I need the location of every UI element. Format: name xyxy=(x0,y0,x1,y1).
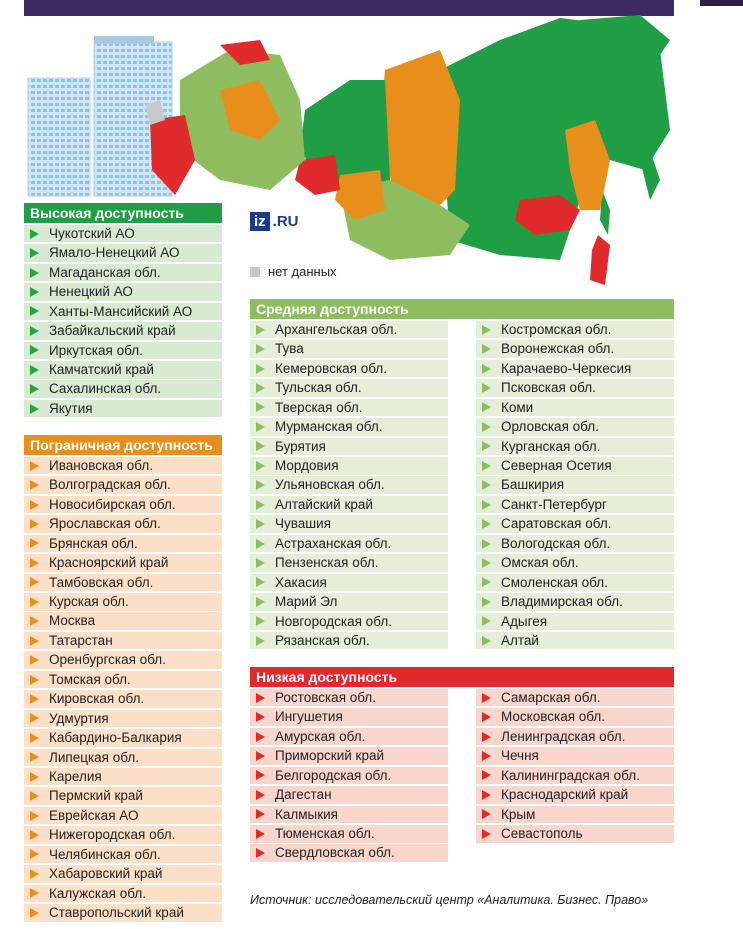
map-region-primorye xyxy=(590,235,610,285)
source-note: Источник: исследовательский центр «Аналитика. Бизнес. Право» xyxy=(250,893,649,907)
region-name: Нижегородская обл. xyxy=(49,827,176,843)
region-name: Томская обл. xyxy=(49,671,131,687)
bullet-arrow-icon xyxy=(30,713,39,723)
bullet-arrow-icon xyxy=(256,344,265,354)
border-availability-title: Пограничная доступность xyxy=(24,435,222,455)
region-name: Калмыкия xyxy=(275,806,338,822)
bullet-arrow-icon xyxy=(30,694,39,704)
region-name: Новгородская обл. xyxy=(275,613,392,629)
top-edge-bar xyxy=(700,0,743,6)
medium-availability-title: Средняя доступность xyxy=(250,299,674,319)
region-list-item xyxy=(24,710,222,728)
region-list-item xyxy=(250,399,448,417)
bullet-arrow-icon xyxy=(482,616,491,626)
region-list-item xyxy=(24,225,222,243)
bullet-arrow-icon xyxy=(482,558,491,568)
bullet-arrow-icon xyxy=(30,384,39,394)
region-list-item xyxy=(24,768,222,786)
region-list-item xyxy=(476,418,674,436)
region-list-item xyxy=(476,613,674,631)
bullet-arrow-icon xyxy=(256,577,265,587)
medium-availability-list-2 xyxy=(476,319,674,649)
region-name: Архангельская обл. xyxy=(275,321,398,337)
region-list-item xyxy=(250,844,448,862)
bullet-arrow-icon xyxy=(30,558,39,568)
region-name: Красноярский край xyxy=(49,555,169,571)
region-list-item xyxy=(250,418,448,436)
region-list-item xyxy=(24,380,222,398)
bullet-arrow-icon xyxy=(30,404,39,414)
region-list-item xyxy=(24,361,222,379)
region-list-item xyxy=(250,613,448,631)
region-name: Алтайский край xyxy=(275,496,373,512)
nodata-swatch xyxy=(250,267,260,277)
medium-availability-panel xyxy=(250,299,674,649)
bullet-arrow-icon xyxy=(482,480,491,490)
bullet-arrow-icon xyxy=(30,248,39,258)
bullet-arrow-icon xyxy=(30,752,39,762)
region-list-item xyxy=(24,807,222,825)
region-name: Бурятия xyxy=(275,438,326,454)
high-availability-list xyxy=(24,225,222,417)
region-list-item xyxy=(250,515,448,533)
region-name: Владимирская обл. xyxy=(501,594,623,610)
bullet-arrow-icon xyxy=(30,519,39,529)
region-list-item xyxy=(24,264,222,282)
region-name: Ростовская обл. xyxy=(275,689,377,705)
bullet-arrow-icon xyxy=(482,809,491,819)
bullet-arrow-icon xyxy=(482,732,491,742)
region-name: Ульяновская обл. xyxy=(275,477,385,493)
bullet-arrow-icon xyxy=(482,636,491,646)
map-region-tomsk xyxy=(335,170,385,220)
region-name: Санкт-Петербург xyxy=(501,496,607,512)
bullet-arrow-icon xyxy=(482,325,491,335)
bullet-arrow-icon xyxy=(256,461,265,471)
region-name: Ленинградская обл. xyxy=(501,728,626,744)
region-name: Кемеровская обл. xyxy=(275,360,387,376)
region-name: Приморский край xyxy=(275,748,385,764)
region-list-item xyxy=(476,496,674,514)
region-name: Чечня xyxy=(501,748,539,764)
bullet-arrow-icon xyxy=(30,733,39,743)
region-list-item xyxy=(24,457,222,475)
region-list-item xyxy=(476,399,674,417)
region-name: Рязанская обл. xyxy=(275,632,370,648)
region-list-item xyxy=(24,632,222,650)
bullet-arrow-icon xyxy=(256,539,265,549)
region-list-item xyxy=(250,496,448,514)
region-list-item xyxy=(476,767,674,785)
region-list-item xyxy=(476,554,674,572)
bullet-arrow-icon xyxy=(482,751,491,761)
region-name: Ханты-Мансийский АО xyxy=(49,303,193,319)
region-name: Удмуртия xyxy=(49,710,109,726)
bullet-arrow-icon xyxy=(256,848,265,858)
region-list-item xyxy=(24,885,222,903)
region-list-item xyxy=(24,322,222,340)
bullet-arrow-icon xyxy=(256,712,265,722)
region-name: Сахалинская обл. xyxy=(49,381,162,397)
region-name: Башкирия xyxy=(501,477,565,493)
bullet-arrow-icon xyxy=(482,461,491,471)
bullet-arrow-icon xyxy=(30,616,39,626)
region-name: Якутия xyxy=(49,400,93,416)
region-name: Воронежская обл. xyxy=(501,341,615,357)
region-list-item xyxy=(24,476,222,494)
region-list-item xyxy=(24,244,222,262)
bullet-arrow-icon xyxy=(256,422,265,432)
brand-logo xyxy=(250,212,299,231)
region-list-item xyxy=(250,747,448,765)
region-list-item xyxy=(250,457,448,475)
bullet-arrow-icon xyxy=(256,636,265,646)
bullet-arrow-icon xyxy=(30,597,39,607)
region-list-item xyxy=(24,846,222,864)
region-list-item xyxy=(24,612,222,630)
region-name: Карачаево-Черкесия xyxy=(501,360,632,376)
region-name: Амурская обл. xyxy=(275,728,366,744)
bullet-arrow-icon xyxy=(482,383,491,393)
bullet-arrow-icon xyxy=(30,500,39,510)
region-name: Брянская обл. xyxy=(49,535,138,551)
nodata-label: нет данных xyxy=(268,264,337,279)
bullet-arrow-icon xyxy=(256,693,265,703)
region-list-item xyxy=(250,360,448,378)
bullet-arrow-icon xyxy=(30,365,39,375)
bullet-arrow-icon xyxy=(482,402,491,412)
region-list-item xyxy=(476,535,674,553)
region-list-item xyxy=(24,787,222,805)
region-name: Липецкая обл. xyxy=(49,749,139,765)
bullet-arrow-icon xyxy=(482,422,491,432)
bullet-arrow-icon xyxy=(256,616,265,626)
region-name: Тульская обл. xyxy=(275,380,362,396)
bullet-arrow-icon xyxy=(30,345,39,355)
border-availability-list xyxy=(24,457,222,922)
region-list-item xyxy=(476,806,674,824)
region-name: Волгоградская обл. xyxy=(49,477,171,493)
region-name: Крым xyxy=(501,806,536,822)
region-list-item xyxy=(24,749,222,767)
bullet-arrow-icon xyxy=(256,597,265,607)
region-list-item xyxy=(476,360,674,378)
bullet-arrow-icon xyxy=(482,770,491,780)
region-list-item xyxy=(24,826,222,844)
bullet-arrow-icon xyxy=(482,344,491,354)
region-name: Псковская обл. xyxy=(501,380,596,396)
region-name: Астраханская обл. xyxy=(275,535,392,551)
region-name: Ярославская обл. xyxy=(49,516,161,532)
region-list-item xyxy=(24,593,222,611)
region-list-item xyxy=(24,904,222,922)
bullet-arrow-icon xyxy=(30,326,39,336)
region-name: Калининградская обл. xyxy=(501,767,640,783)
bullet-arrow-icon xyxy=(30,908,39,918)
region-name: Пензенская обл. xyxy=(275,555,379,571)
medium-availability-list-1 xyxy=(250,319,448,649)
bullet-arrow-icon xyxy=(482,829,491,839)
bullet-arrow-icon xyxy=(30,811,39,821)
bullet-arrow-icon xyxy=(482,364,491,374)
region-name: Тверская обл. xyxy=(275,399,363,415)
region-list-item xyxy=(476,728,674,746)
region-name: Краснодарский край xyxy=(501,787,629,803)
bullet-arrow-icon xyxy=(256,732,265,742)
region-list-item xyxy=(250,476,448,494)
region-name: Свердловская обл. xyxy=(275,845,395,861)
region-list-item xyxy=(476,438,674,456)
region-name: Кабардино-Балкария xyxy=(49,730,182,746)
region-name: Омская обл. xyxy=(501,555,579,571)
bullet-arrow-icon xyxy=(482,693,491,703)
region-list-item xyxy=(24,554,222,572)
bullet-arrow-icon xyxy=(482,597,491,607)
region-name: Самарская обл. xyxy=(501,689,601,705)
region-name: Московская обл. xyxy=(501,709,606,725)
region-name: Челябинская обл. xyxy=(49,846,161,862)
region-list-item xyxy=(476,379,674,397)
region-name: Ставропольский край xyxy=(49,905,184,920)
region-name: Чувашия xyxy=(275,516,331,532)
region-name: Татарстан xyxy=(49,632,113,648)
region-name: Хакасия xyxy=(275,574,327,590)
region-name: Ингушетия xyxy=(275,709,343,725)
bullet-arrow-icon xyxy=(30,306,39,316)
region-list-item xyxy=(476,747,674,765)
bullet-arrow-icon xyxy=(482,712,491,722)
region-name: Костромская обл. xyxy=(501,321,612,337)
region-name: Северная Осетия xyxy=(501,458,612,473)
border-availability-panel xyxy=(24,435,222,922)
region-list-item xyxy=(24,283,222,301)
bullet-arrow-icon xyxy=(30,849,39,859)
bullet-arrow-icon xyxy=(256,751,265,761)
region-name: Магаданская обл. xyxy=(49,264,161,280)
region-name: Курская обл. xyxy=(49,594,129,609)
bullet-arrow-icon xyxy=(30,480,39,490)
bullet-arrow-icon xyxy=(256,383,265,393)
bullet-arrow-icon xyxy=(30,888,39,898)
bullet-arrow-icon xyxy=(30,268,39,278)
region-list-item xyxy=(250,340,448,358)
region-list-item xyxy=(24,574,222,592)
bullet-arrow-icon xyxy=(482,519,491,529)
region-name: Ненецкий АО xyxy=(49,284,133,300)
bullet-arrow-icon xyxy=(256,364,265,374)
region-name: Коми xyxy=(501,399,534,415)
region-list-item xyxy=(250,767,448,785)
bullet-arrow-icon xyxy=(30,636,39,646)
bullet-arrow-icon xyxy=(30,577,39,587)
region-list-item xyxy=(24,671,222,689)
low-availability-title: Низкая доступность xyxy=(250,667,674,687)
region-list-item xyxy=(24,651,222,669)
region-list-item xyxy=(476,321,674,339)
bullet-arrow-icon xyxy=(30,791,39,801)
region-name: Иркутская обл. xyxy=(49,342,143,358)
high-availability-title: Высокая доступность xyxy=(24,203,222,223)
region-name: Саратовская обл. xyxy=(501,516,612,532)
region-list-item xyxy=(476,786,674,804)
region-name: Кировская обл. xyxy=(49,691,145,707)
region-name: Севастополь xyxy=(501,826,583,841)
region-list-item xyxy=(24,515,222,533)
region-name: Белгородская обл. xyxy=(275,767,392,783)
region-list-item xyxy=(250,535,448,553)
region-name: Орловская обл. xyxy=(501,419,599,435)
region-list-item xyxy=(476,708,674,726)
bullet-arrow-icon xyxy=(256,829,265,839)
high-availability-panel xyxy=(24,203,222,417)
region-list-item xyxy=(250,321,448,339)
region-name: Дагестан xyxy=(275,787,332,803)
map-legend xyxy=(250,264,337,279)
bullet-arrow-icon xyxy=(30,287,39,297)
bullet-arrow-icon xyxy=(30,538,39,548)
region-list-item xyxy=(250,593,448,611)
bullet-arrow-icon xyxy=(30,869,39,879)
region-list-item xyxy=(250,632,448,650)
bullet-arrow-icon xyxy=(256,402,265,412)
region-name: Ивановская обл. xyxy=(49,457,153,473)
bullet-arrow-icon xyxy=(30,772,39,782)
bullet-arrow-icon xyxy=(30,461,39,471)
region-name: Тува xyxy=(275,341,304,357)
region-name: Курганская обл. xyxy=(501,438,601,454)
bullet-arrow-icon xyxy=(30,675,39,685)
region-name: Ямало-Ненецкий АО xyxy=(49,245,180,261)
region-list-item xyxy=(476,476,674,494)
bullet-arrow-icon xyxy=(256,790,265,800)
region-name: Смоленская обл. xyxy=(501,574,608,590)
region-name: Новосибирская обл. xyxy=(49,496,176,512)
region-name: Забайкальский край xyxy=(49,323,176,339)
bullet-arrow-icon xyxy=(482,441,491,451)
region-name: Еврейская АО xyxy=(49,807,139,823)
region-list-item xyxy=(250,574,448,592)
region-name: Тюменская обл. xyxy=(275,826,375,841)
region-name: Алтай xyxy=(501,632,539,648)
region-list-item xyxy=(250,825,448,843)
bullet-arrow-icon xyxy=(30,655,39,665)
bullet-arrow-icon xyxy=(256,770,265,780)
region-name: Москва xyxy=(49,613,96,629)
region-name: Калужская обл. xyxy=(49,885,146,901)
region-list-item xyxy=(250,728,448,746)
region-list-item xyxy=(24,690,222,708)
region-name: Оренбургская обл. xyxy=(49,652,166,668)
region-list-item xyxy=(250,689,448,707)
region-list-item xyxy=(476,825,674,843)
region-name: Тамбовская обл. xyxy=(49,574,154,590)
region-name: Мордовия xyxy=(275,458,339,473)
region-name: Камчатский край xyxy=(49,362,154,377)
bullet-arrow-icon xyxy=(256,325,265,335)
brand-logo-iz: iz xyxy=(250,212,270,231)
region-list-item xyxy=(24,400,222,418)
region-name: Чукотский АО xyxy=(49,225,135,241)
bullet-arrow-icon xyxy=(482,500,491,510)
bullet-arrow-icon xyxy=(30,830,39,840)
bullet-arrow-icon xyxy=(482,539,491,549)
region-list-item xyxy=(24,729,222,747)
region-name: Хабаровский край xyxy=(49,866,163,882)
region-name: Мурманская обл. xyxy=(275,419,383,435)
region-name: Карелия xyxy=(49,768,102,784)
region-list-item xyxy=(250,786,448,804)
region-list-item xyxy=(250,554,448,572)
bullet-arrow-icon xyxy=(256,558,265,568)
region-name: Пермский край xyxy=(49,788,143,804)
region-list-item xyxy=(476,515,674,533)
region-list-item xyxy=(24,342,222,360)
region-list-item xyxy=(24,496,222,514)
region-list-item xyxy=(250,708,448,726)
low-availability-panel xyxy=(250,667,674,862)
region-name: Адыгея xyxy=(501,613,548,629)
bullet-arrow-icon xyxy=(482,577,491,587)
region-list-item xyxy=(24,535,222,553)
region-name: Вологодская обл. xyxy=(501,535,611,551)
region-list-item xyxy=(476,689,674,707)
region-list-item xyxy=(476,593,674,611)
region-list-item xyxy=(476,457,674,475)
region-list-item xyxy=(250,379,448,397)
bullet-arrow-icon xyxy=(30,229,39,239)
bullet-arrow-icon xyxy=(256,519,265,529)
region-list-item xyxy=(476,574,674,592)
region-name: Марий Эл xyxy=(275,594,338,610)
low-availability-list-2 xyxy=(476,687,674,862)
region-list-item xyxy=(24,865,222,883)
bullet-arrow-icon xyxy=(256,480,265,490)
region-list-item xyxy=(250,438,448,456)
region-list-item xyxy=(24,303,222,321)
region-list-item xyxy=(476,340,674,358)
brand-logo-ru: .RU xyxy=(272,213,299,230)
bullet-arrow-icon xyxy=(482,790,491,800)
region-list-item xyxy=(250,806,448,824)
region-list-item xyxy=(476,632,674,650)
bullet-arrow-icon xyxy=(256,500,265,510)
low-availability-list-1 xyxy=(250,687,448,862)
bullet-arrow-icon xyxy=(256,441,265,451)
bullet-arrow-icon xyxy=(256,809,265,819)
